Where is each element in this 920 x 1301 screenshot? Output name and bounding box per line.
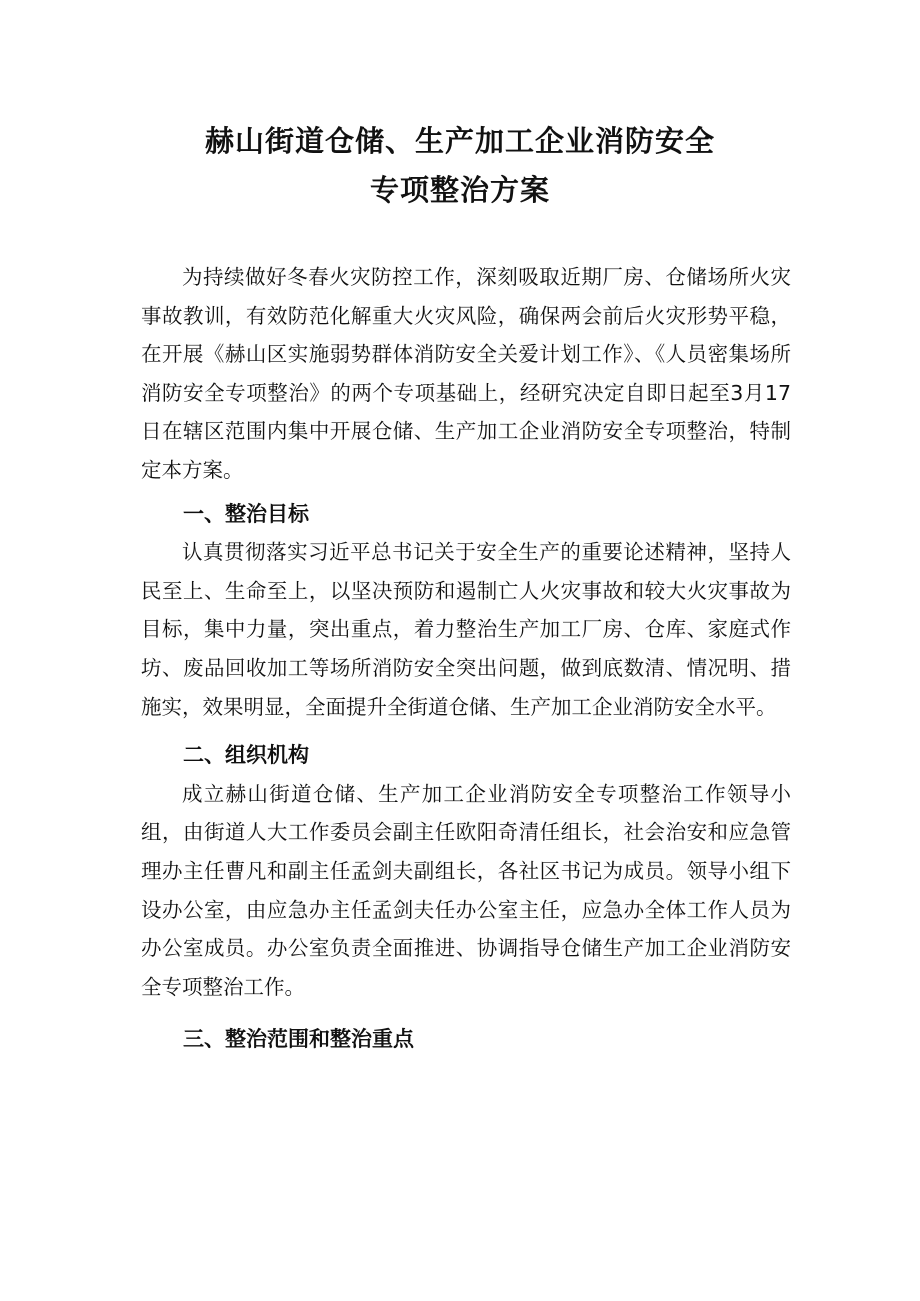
intro-paragraph: 为持续做好冬春火灾防控工作，深刻吸取近期厂房、仓储场所火灾事故教训，有效防范化解重大火灾风险，确保两会前后火灾形势平稳，在开展《赫山区实施弱势群体消防安全关爱计划工作》、《人员密集场所消防安全专项整治》的两个专项基础上，经研究决定自即日起至3月17日在辖区范围内集中开展仓储、生产加工企业消防安全专项整治，特制定本方案。 [141,265,791,482]
section-heading-scope: 三、整治范围和整治重点 [183,1027,414,1052]
section-heading-organization: 二、组织机构 [183,743,309,768]
section-text-organization: 成立赫山街道仓储、生产加工企业消防安全专项整治工作领导小组，由街道人大工作委员会副主任欧阳奇清任组长，社会治安和应急管理办主任曹凡和副主任孟剑夫副组长，各社区书记为成员。领导小组下设办公室，由应急办主任孟剑夫任办公室主任，应急办全体工作人员为办公室成员。办公室负责全面推进、协调指导仓储生产加工企业消防安全专项整治工作。 [141,781,791,999]
document-title-line2: 专项整治方案 [369,173,550,207]
section-heading-goals: 一、整治目标 [183,501,309,526]
document-body [141,258,791,1059]
document-title-line1: 赫山街道仓储、生产加工企业消防安全 [204,124,715,158]
section-text-goals: 认真贯彻落实习近平总书记关于安全生产的重要论述精神，坚持人民至上、生命至上，以坚决预防和遏制亡人火灾事故和较大火灾事故为目标，集中力量，突出重点，着力整治生产加工厂房、仓库、家庭式作坊、废品回收加工等场所消防安全突出问题，做到底数清、情况明、措施实，效果明显，全面提升全街道仓储、生产加工企业消防安全水平。 [141,540,791,719]
